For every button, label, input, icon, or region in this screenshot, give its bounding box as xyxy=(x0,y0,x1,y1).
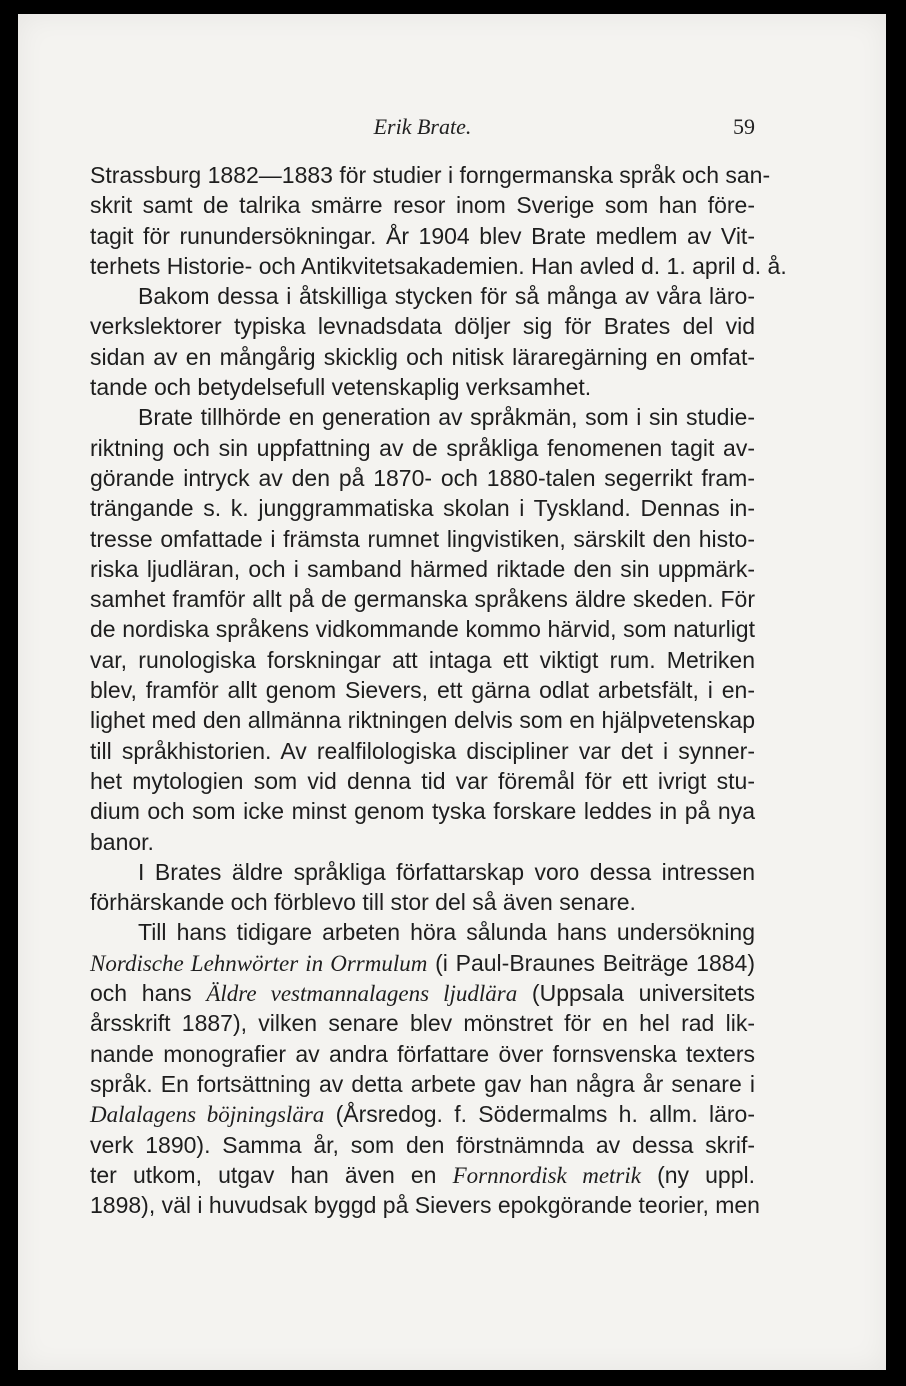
text-line: verkslektorer typiska levnadsdata döljer sig för Brates del vid xyxy=(90,313,755,340)
text-line xyxy=(90,978,755,1008)
text-line: språk. En fortsättning av detta arbete gav han några år senare i xyxy=(90,1070,755,1097)
book-title: Fornnordisk metrik xyxy=(452,1162,641,1188)
page-header xyxy=(90,114,755,144)
page-number: 59 xyxy=(733,114,755,139)
text-line: skrit samt de talrika smärre resor inom Sverige som han före- xyxy=(90,192,755,219)
running-title: Erik Brate. xyxy=(373,114,472,139)
text-run: (i Paul-Braunes Beiträge 1884) xyxy=(427,949,755,976)
text-line: görande intryck av den på 1870- och 1880-talen segerrikt fram- xyxy=(90,464,755,491)
text-line: trängande s. k. junggrammatiska skolan i Tyskland. Dennas in- xyxy=(90,495,755,522)
text-line xyxy=(90,1160,755,1190)
text-run: (ny uppl. xyxy=(640,1161,756,1188)
text-line: I Brates äldre språkliga författarskap voro dessa intressen xyxy=(138,858,755,885)
text-line: till språkhistorien. Av realfilologiska discipliner var det i synner- xyxy=(90,737,755,764)
text-line: förhärskande och förblevo till stor del så även senare. xyxy=(90,889,636,916)
text-line: riktning och sin uppfattning av de språkliga fenomenen tagit av- xyxy=(90,434,755,461)
text-line: var, runologiska forskningar att intaga ett viktigt rum. Metriken xyxy=(90,646,755,673)
text-line: dium och som icke minst genom tyska forskare leddes in på nya xyxy=(90,798,755,825)
text-line: banor. xyxy=(90,828,154,855)
text-line: lighet med den allmänna riktningen delvis som en hjälpvetenskap xyxy=(90,707,755,734)
text-run: ter utkom, utgav han även en xyxy=(90,1161,453,1188)
text-line: årsskrift 1887), vilken senare blev mönstret för en hel rad lik- xyxy=(90,1010,755,1037)
text-line: Brate tillhörde en generation av språkmän, som i sin studie- xyxy=(138,404,755,431)
text-line: tande och betydelsefull vetenskaplig verksamhet. xyxy=(90,374,592,401)
text-line: nande monografier av andra författare över fornsvenska texters xyxy=(90,1040,755,1067)
text-line xyxy=(90,948,755,978)
text-line: Till hans tidigare arbeten höra sålunda hans undersökning xyxy=(138,919,755,946)
book-title: Dalalagens böjningslära xyxy=(90,1102,325,1128)
book-title: Äldre vestmannalagens ljudlära xyxy=(206,981,518,1007)
document-page xyxy=(18,14,886,1370)
text-line xyxy=(90,1099,755,1129)
body-text xyxy=(90,160,787,1220)
text-line: riska ljudläran, och i samband härmed riktade den sin uppmärk- xyxy=(90,555,755,582)
text-line: het mytologien som vid denna tid var föremål för ett ivrigt stu- xyxy=(90,767,755,794)
text-line: sidan av en mångårig skicklig och nitisk läraregärning en omfat- xyxy=(90,343,755,370)
text-run: och hans xyxy=(90,980,207,1007)
text-line: 1898), väl i huvudsak byggd på Sievers epokgörande teorier, men xyxy=(90,1192,760,1219)
text-line: tresse omfattade i främsta rumnet lingvistiken, särskilt den histo- xyxy=(90,525,755,552)
text-line: blev, framför allt genom Sievers, ett gärna odlat arbetsfält, i en- xyxy=(90,677,755,704)
text-line: verk 1890). Samma år, som den förstnämnda av dessa skrif- xyxy=(90,1131,755,1158)
text-line: samhet framför allt på de germanska språkens äldre skeden. För xyxy=(90,586,755,613)
text-line: Strassburg 1882—1883 för studier i forngermanska språk och san- xyxy=(90,162,771,188)
text-line: terhets Historie- och Antikvitetsakademien. Han avled d. 1. april d. å. xyxy=(90,252,787,279)
book-title: Nordische Lehnwörter in Orrmulum xyxy=(90,950,428,976)
text-line: Bakom dessa i åtskilliga stycken för så många av våra läro- xyxy=(138,283,755,310)
text-line: de nordiska språkens vidkommande kommo härvid, som naturligt xyxy=(90,616,755,643)
text-line: tagit för runundersökningar. År 1904 blev Brate medlem av Vit- xyxy=(90,222,755,249)
text-run: (Uppsala universitets xyxy=(517,980,755,1007)
text-run: (Årsredog. f. Södermalms h. allm. läro- xyxy=(324,1101,756,1128)
